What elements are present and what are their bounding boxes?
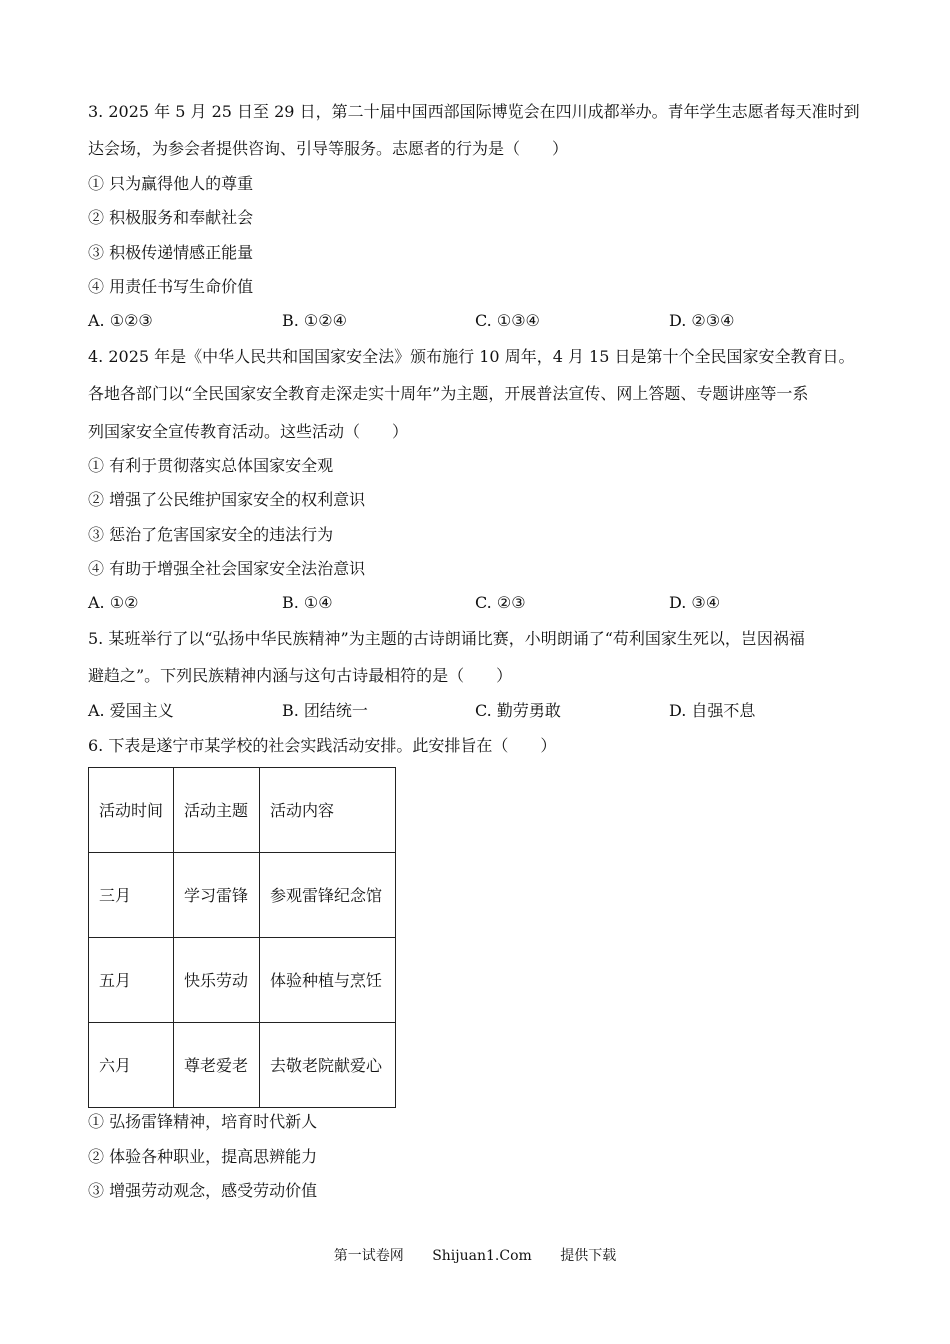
q4-options: [88, 593, 878, 613]
q3-item-3: ③ 积极传递情感正能量: [88, 243, 254, 262]
q5-stem-line2: 避趋之”。下列民族精神内涵与这句古诗最相符的是（ ）: [88, 666, 513, 685]
table-cell: 尊老爱老: [174, 1023, 260, 1108]
q4-item-4: ④ 有助于增强全社会国家安全法治意识: [88, 559, 366, 578]
table-header-row: [89, 768, 396, 853]
q3-stem-line1: 3. 2025 年 5 月 25 日至 29 日，第二十届中国西部国际博览会在四川成都举办。青年学生志愿者每天准时到: [88, 102, 860, 121]
table-header-cell: 活动主题: [174, 768, 260, 853]
q4-option-d[interactable]: D. ③④: [669, 593, 721, 612]
q3-options: [88, 311, 878, 331]
q3-option-c[interactable]: C. ①③④: [475, 311, 540, 330]
q4-option-b[interactable]: B. ①④: [282, 593, 333, 612]
q3-option-b[interactable]: B. ①②④: [282, 311, 347, 330]
q5-option-b[interactable]: B. 团结统一: [282, 701, 368, 720]
q6-item-2: ② 体验各种职业，提高思辨能力: [88, 1147, 318, 1166]
q4-item-1: ① 有利于贯彻落实总体国家安全观: [88, 456, 334, 475]
footer-download-note: 提供下载: [560, 1248, 617, 1264]
q5-option-c[interactable]: C. 勤劳勇敢: [475, 701, 561, 720]
q3-option-a[interactable]: A. ①②③: [88, 311, 153, 330]
table-cell: 去敬老院献爱心: [260, 1023, 396, 1108]
table-cell: 体验种植与烹饪: [260, 938, 396, 1023]
table-cell: 六月: [89, 1023, 174, 1108]
q5-stem-line1: 5. 某班举行了以“弘扬中华民族精神”为主题的古诗朗诵比赛，小明朗诵了“苟利国家生死以，岂因祸福: [88, 629, 805, 648]
table-cell: 参观雷锋纪念馆: [260, 853, 396, 938]
table-row: [89, 1023, 396, 1108]
q4-stem-line1: 4. 2025 年是《中华人民共和国国家安全法》颁布施行 10 周年，4 月 15 日是第十个全民国家安全教育日。: [88, 347, 855, 366]
q3-option-d[interactable]: D. ②③④: [669, 311, 735, 330]
table-cell: 五月: [89, 938, 174, 1023]
table-cell: 学习雷锋: [174, 853, 260, 938]
q6-item-3: ③ 增强劳动观念，感受劳动价值: [88, 1181, 318, 1200]
q5-options: [88, 701, 878, 721]
page-footer: [0, 1247, 950, 1265]
table-cell: 三月: [89, 853, 174, 938]
q3-stem-line2: 达会场，为参会者提供咨询、引导等服务。志愿者的行为是（ ）: [88, 139, 569, 158]
q4-stem-line2: 各地各部门以“全民国家安全教育走深走实十周年”为主题，开展普法宣传、网上答题、专题讲座等一系: [88, 384, 809, 403]
q5-option-a[interactable]: A. 爱国主义: [88, 701, 174, 720]
q4-option-a[interactable]: A. ①②: [88, 593, 139, 612]
q4-item-2: ② 增强了公民维护国家安全的权利意识: [88, 490, 366, 509]
table-cell: 快乐劳动: [174, 938, 260, 1023]
footer-site-link[interactable]: Shijuan1.Com: [432, 1248, 532, 1264]
q4-item-3: ③ 惩治了危害国家安全的违法行为: [88, 525, 334, 544]
q5-option-d[interactable]: D. 自强不息: [669, 701, 756, 720]
table-header-cell: 活动时间: [89, 768, 174, 853]
footer-site-name: 第一试卷网: [333, 1248, 404, 1264]
table-row: [89, 938, 396, 1023]
activity-table: [88, 767, 396, 1108]
q4-option-c[interactable]: C. ②③: [475, 593, 526, 612]
q4-stem-line3: 列国家安全宣传教育活动。这些活动（ ）: [88, 422, 409, 441]
table-header-cell: 活动内容: [260, 768, 396, 853]
q6-stem-line1: 6. 下表是遂宁市某学校的社会实践活动安排。此安排旨在（ ）: [88, 736, 557, 755]
q3-item-1: ① 只为赢得他人的尊重: [88, 174, 254, 193]
q3-item-4: ④ 用责任书写生命价值: [88, 277, 254, 296]
table-row: [89, 853, 396, 938]
q6-item-1: ① 弘扬雷锋精神，培育时代新人: [88, 1112, 318, 1131]
q3-item-2: ② 积极服务和奉献社会: [88, 208, 254, 227]
